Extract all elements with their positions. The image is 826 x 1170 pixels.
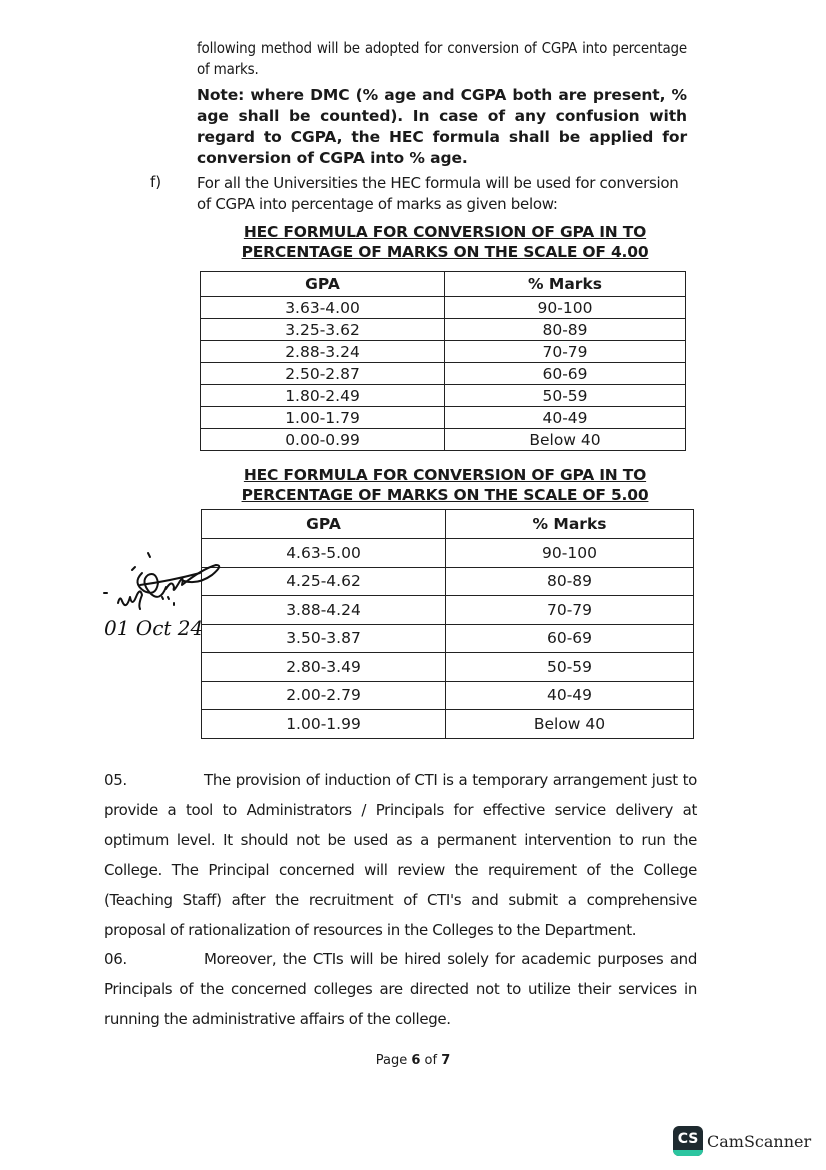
page-middle: of	[420, 1053, 442, 1068]
marks-cell: Below 40	[446, 710, 694, 739]
paragraph-05-text: The provision of induction of CTI is a temporary arrangement just to provide a tool to Administrators / Principals for effective service delivery at optimum level. It should not be used as a permanent intervention to run the College. The Principal concerned will review the requirement of the College (Teaching Staff) after the recruitment of CTI's and submit a comprehensive proposal of rationalization of resources in the Colleges to the Department.	[104, 771, 697, 939]
note-paragraph: Note: where DMC (% age and CGPA both are present, % age shall be counted). In case of any confusion with regard to CGPA, the HEC formula shall be applied for conversion of CGPA into % age.	[197, 86, 687, 167]
gpa-cell: 1.80-2.49	[201, 385, 445, 407]
paragraph-05	[104, 765, 697, 945]
svg-text:01 Oct 24: 01 Oct 24	[104, 616, 204, 640]
marks-cell: 40-49	[445, 407, 686, 429]
table-row	[202, 624, 694, 653]
camscanner-brand: CamScanner	[707, 1131, 812, 1151]
camscanner-watermark	[673, 1126, 811, 1156]
marks-cell: 70-79	[446, 596, 694, 625]
handwritten-signature-icon	[100, 545, 250, 645]
page-prefix: Page	[375, 1053, 412, 1068]
paragraph-06	[104, 944, 697, 1034]
paragraph-05-number: 05.	[104, 771, 127, 789]
gpa-cell: 2.50-2.87	[201, 363, 445, 385]
table-4-title-line2: PERCENTAGE OF MARKS ON THE SCALE OF 4.00	[241, 243, 649, 261]
table-5-title	[235, 465, 655, 505]
gpa-cell: 2.80-3.49	[202, 653, 446, 682]
gpa-cell: 3.50-3.87	[202, 624, 446, 653]
marks-cell: 80-89	[446, 567, 694, 596]
marks-cell: 70-79	[445, 341, 686, 363]
table-row	[201, 319, 686, 341]
camscanner-logo-icon	[673, 1126, 703, 1156]
paragraph-06-number: 06.	[104, 950, 127, 968]
header-marks: % Marks	[446, 510, 694, 539]
page-number	[0, 1053, 826, 1068]
page-current: 6	[411, 1053, 421, 1068]
table-row	[201, 341, 686, 363]
item-f-text: For all the Universities the HEC formula will be used for conversion of CGPA into percentage of marks as given below:	[197, 174, 679, 213]
marks-cell: 90-100	[445, 297, 686, 319]
gpa-cell: 4.25-4.62	[202, 567, 446, 596]
gpa-cell: 3.63-4.00	[201, 297, 445, 319]
table-row	[201, 297, 686, 319]
gpa-cell: 1.00-1.99	[202, 710, 446, 739]
table-4-title-line1: HEC FORMULA FOR CONVERSION OF GPA IN TO	[243, 223, 647, 241]
table-5-title-line2: PERCENTAGE OF MARKS ON THE SCALE OF 5.00	[241, 486, 649, 504]
header-gpa: GPA	[202, 510, 446, 539]
table-row	[202, 596, 694, 625]
marks-cell: 90-100	[446, 539, 694, 568]
marks-cell: 60-69	[445, 363, 686, 385]
marks-cell: 50-59	[445, 385, 686, 407]
gpa-cell: 1.00-1.79	[201, 407, 445, 429]
gpa-cell: 3.88-4.24	[202, 596, 446, 625]
marks-cell: 40-49	[446, 681, 694, 710]
table-4-title	[235, 222, 655, 262]
paragraph-06-text: Moreover, the CTIs will be hired solely for academic purposes and Principals of the concerned colleges are directed not to utilize their services in running the administrative affairs of the college.	[104, 950, 697, 1028]
table-5-title-line1: HEC FORMULA FOR CONVERSION OF GPA IN TO	[243, 466, 647, 484]
gpa-cell: 0.00-0.99	[201, 429, 445, 451]
camscanner-logo-text: CS	[677, 1131, 699, 1147]
intro-paragraph: following method will be adopted for conversion of CGPA into percentage of marks.	[197, 39, 687, 78]
table-header-row	[202, 510, 694, 539]
gpa-table-scale-4	[200, 271, 686, 451]
table-header-row	[201, 272, 686, 297]
table-row	[202, 710, 694, 739]
gpa-cell: 3.25-3.62	[201, 319, 445, 341]
table-row	[202, 681, 694, 710]
header-gpa: GPA	[201, 272, 445, 297]
page-total: 7	[441, 1053, 451, 1068]
marks-cell: Below 40	[445, 429, 686, 451]
table-row	[201, 429, 686, 451]
marks-cell: 80-89	[445, 319, 686, 341]
table-row	[201, 363, 686, 385]
marks-cell: 60-69	[446, 624, 694, 653]
gpa-cell: 2.88-3.24	[201, 341, 445, 363]
gpa-cell: 2.00-2.79	[202, 681, 446, 710]
item-f-label: f)	[150, 173, 162, 191]
marks-cell: 50-59	[446, 653, 694, 682]
table-row	[202, 539, 694, 568]
table-row	[202, 653, 694, 682]
gpa-table-scale-5	[201, 509, 694, 739]
header-marks: % Marks	[445, 272, 686, 297]
table-row	[201, 407, 686, 429]
table-row	[201, 385, 686, 407]
table-row	[202, 567, 694, 596]
gpa-cell: 4.63-5.00	[202, 539, 446, 568]
